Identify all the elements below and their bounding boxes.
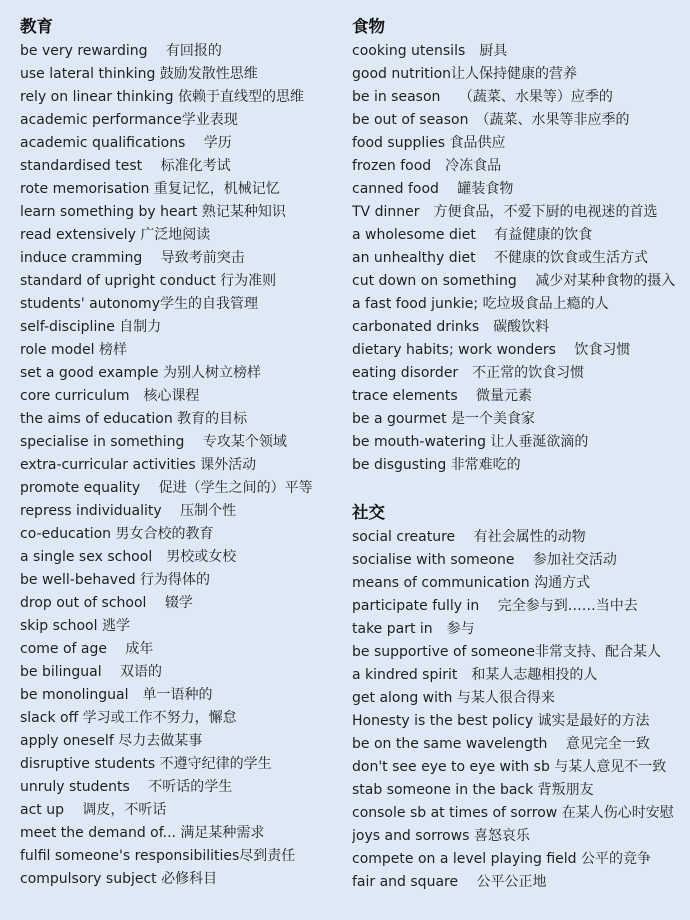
education-entry: skip school 逃学	[20, 618, 130, 634]
education-entry: drop out of school 辍学	[20, 595, 193, 611]
education-entry: be very rewarding 有回报的	[20, 43, 222, 59]
social-entry: fair and square 公平公正地	[352, 874, 547, 890]
social-entry: participate fully in 完全参与到……当中去	[352, 598, 638, 614]
education-column	[20, 14, 345, 891]
education-entry: slack off 学习或工作不努力，懈怠	[20, 710, 237, 726]
social-entry: get along with 与某人很合得来	[352, 690, 555, 706]
education-entry: learn something by heart 熟记某种知识	[20, 204, 286, 220]
food-entry: trace elements 微量元素	[352, 388, 533, 404]
education-entry: be well-behaved 行为得体的	[20, 572, 211, 588]
education-entry: promote equality 促进（学生之间的）平等	[20, 480, 313, 496]
social-entry: joys and sorrows 喜怒哀乐	[352, 828, 530, 844]
education-entry: standard of upright conduct 行为准则	[20, 273, 277, 289]
social-entry: console sb at times of sorrow 在某人伤心时安慰	[352, 805, 674, 821]
education-entry: repress individuality 压制个性	[20, 503, 237, 519]
social-entry: stab someone in the back 背叛朋友	[352, 782, 594, 798]
social-entry: Honesty is the best policy 诚实是最好的方法	[352, 713, 650, 729]
education-list	[20, 40, 345, 891]
education-entry: act up 调皮，不听话	[20, 802, 167, 818]
food-entry: carbonated drinks 碳酸饮料	[352, 319, 550, 335]
social-entry: take part in 参与	[352, 621, 475, 637]
food-entry: a fast food junkie; 吃垃圾食品上瘾的人	[352, 296, 609, 312]
education-entry: self-discipline 自制力	[20, 319, 162, 335]
education-entry: apply oneself 尽力去做某事	[20, 733, 203, 749]
section-gap	[352, 477, 688, 500]
education-entry: meet the demand of... 满足某种需求	[20, 825, 265, 841]
food-entry: cooking utensils 厨具	[352, 43, 508, 59]
education-entry: standardised test 标准化考试	[20, 158, 231, 174]
education-entry: rote memorisation 重复记忆，机械记忆	[20, 181, 280, 197]
education-entry: core curriculum 核心课程	[20, 388, 200, 404]
education-entry: be bilingual 双语的	[20, 664, 163, 680]
food-entry: a wholesome diet 有益健康的饮食	[352, 227, 593, 243]
education-entry: fulfil someone's responsibilities尽到责任	[20, 848, 296, 864]
education-entry: rely on linear thinking 依赖于直线型的思维	[20, 89, 304, 105]
food-entry: canned food 罐装食物	[352, 181, 514, 197]
food-heading: 食物	[352, 17, 385, 36]
education-entry: induce cramming 导致考前突击	[20, 250, 245, 266]
food-entry: dietary habits; work wonders 饮食习惯	[352, 342, 631, 358]
food-entry: good nutrition让人保持健康的营养	[352, 66, 578, 82]
food-entry: be a gourmet 是一个美食家	[352, 411, 536, 427]
food-entry: food supplies 食品供应	[352, 135, 506, 151]
education-entry: unruly students 不听话的学生	[20, 779, 233, 795]
social-entry: be on the same wavelength 意见完全一致	[352, 736, 650, 752]
education-heading: 教育	[20, 17, 53, 36]
education-entry: specialise in something 专攻某个领域	[20, 434, 287, 450]
education-entry: role model 榜样	[20, 342, 128, 358]
education-entry: disruptive students 不遵守纪律的学生	[20, 756, 272, 772]
education-entry: be monolingual 单一语种的	[20, 687, 213, 703]
food-entry: cut down on something 减少对某种食物的摄入	[352, 273, 676, 289]
education-entry: the aims of education 教育的目标	[20, 411, 248, 427]
right-column	[352, 14, 688, 894]
social-entry: compete on a level playing field 公平的竞争	[352, 851, 652, 867]
food-entry: be disgusting 非常难吃的	[352, 457, 521, 473]
social-entry: don't see eye to eye with sb 与某人意见不一致	[352, 759, 667, 775]
social-list	[352, 526, 688, 894]
education-entry: come of age 成年	[20, 641, 154, 657]
education-entry: read extensively 广泛地阅读	[20, 227, 211, 243]
education-entry: academic performance学业表现	[20, 112, 238, 128]
education-entry: use lateral thinking 鼓励发散性思维	[20, 66, 258, 82]
education-entry: set a good example 为别人树立榜样	[20, 365, 261, 381]
education-entry: academic qualifications 学历	[20, 135, 232, 151]
food-entry: be out of season （蔬菜、水果等非应季的	[352, 112, 630, 128]
education-entry: compulsory subject 必修科目	[20, 871, 218, 887]
food-entry: frozen food 冷冻食品	[352, 158, 502, 174]
education-entry: a single sex school 男校或女校	[20, 549, 237, 565]
food-list	[352, 40, 688, 477]
social-entry: means of communication 沟通方式	[352, 575, 591, 591]
education-entry: students' autonomy学生的自我管理	[20, 296, 258, 312]
education-entry: extra-curricular activities 课外活动	[20, 457, 257, 473]
social-entry: a kindred spirit 和某人志趣相投的人	[352, 667, 598, 683]
food-entry: an unhealthy diet 不健康的饮食或生活方式	[352, 250, 649, 266]
social-entry: be supportive of someone非常支持、配合某人	[352, 644, 662, 660]
education-entry: co-education 男女合校的教育	[20, 526, 214, 542]
social-entry: social creature 有社会属性的动物	[352, 529, 586, 545]
food-entry: eating disorder 不正常的饮食习惯	[352, 365, 585, 381]
social-heading: 社交	[352, 503, 385, 522]
food-entry: be mouth-watering 让人垂涎欲滴的	[352, 434, 589, 450]
food-entry: TV dinner 方便食品，不爱下厨的电视迷的首选	[352, 204, 658, 220]
food-entry: be in season （蔬菜、水果等）应季的	[352, 89, 613, 105]
social-entry: socialise with someone 参加社交活动	[352, 552, 617, 568]
